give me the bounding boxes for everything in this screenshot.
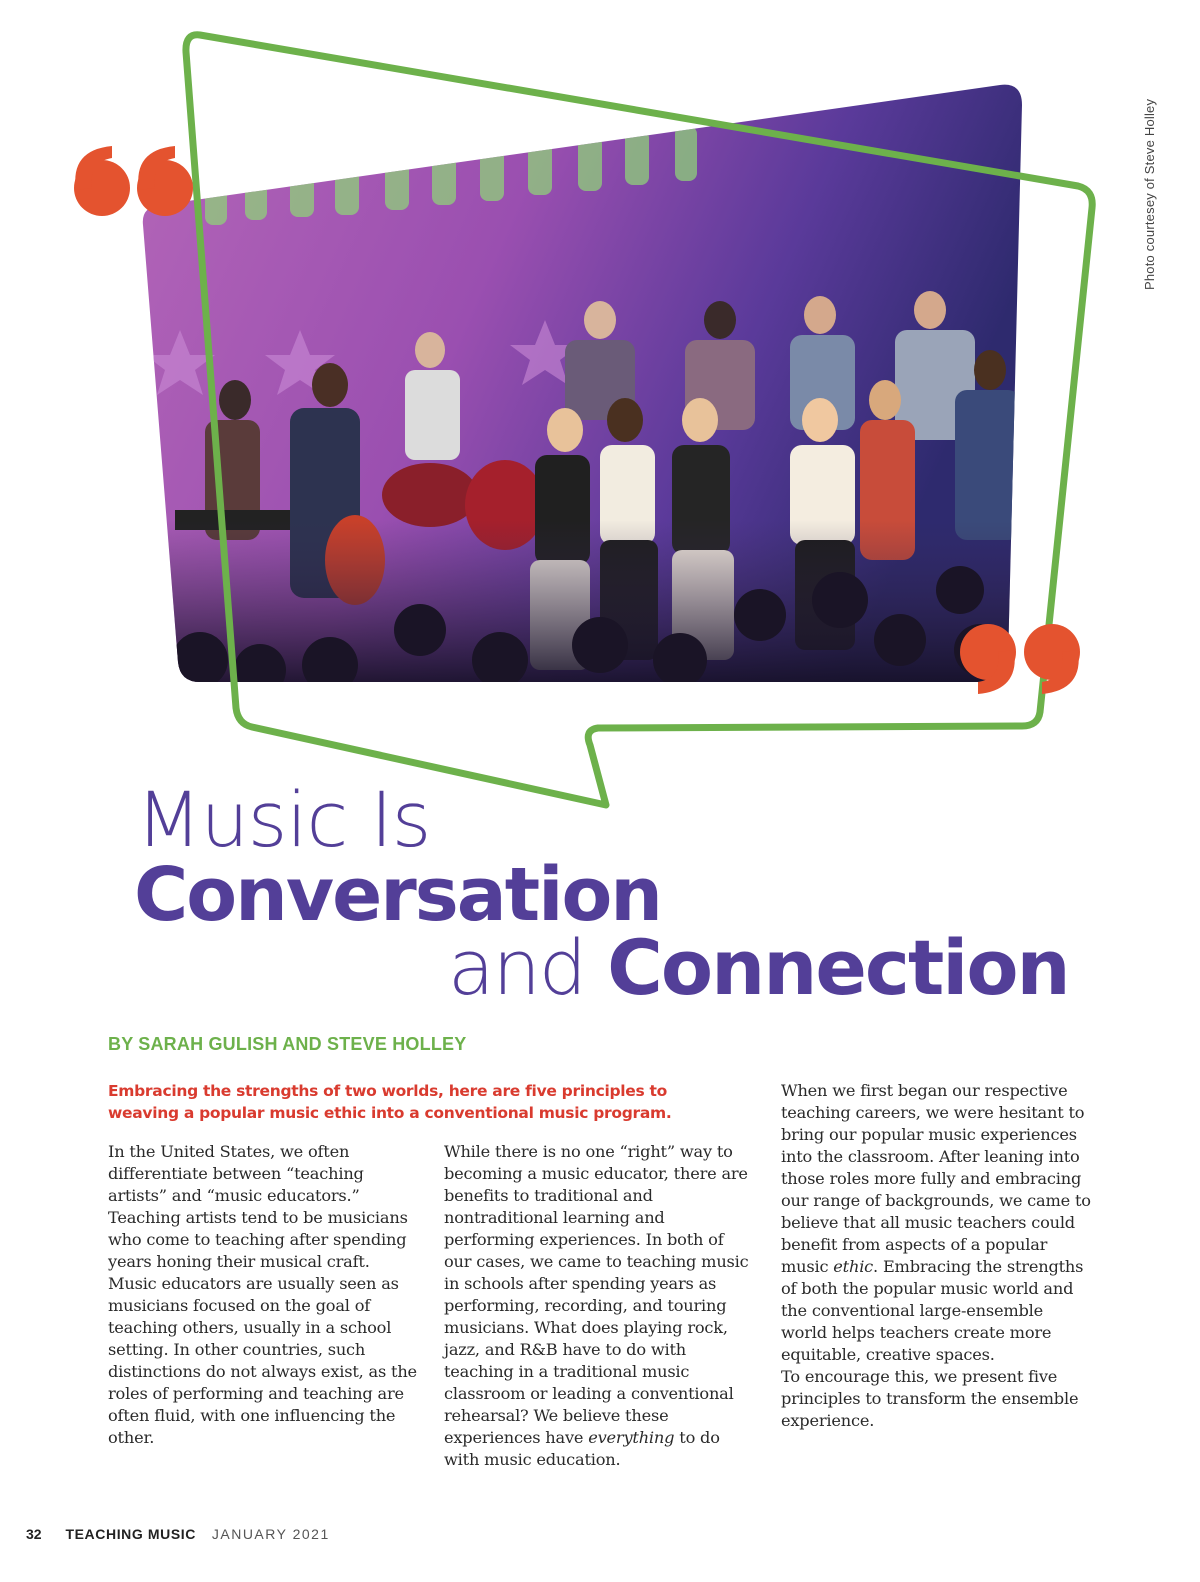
open-quote-mark	[74, 146, 193, 216]
body-column-2	[444, 1141, 754, 1471]
body-column-1	[108, 1141, 418, 1449]
page-number: 32	[26, 1526, 42, 1542]
title-and: and	[448, 923, 585, 1012]
issue-date: JANUARY 2021	[211, 1526, 330, 1542]
title-line-1: Music Is	[136, 775, 431, 864]
column-2-text-b: to do with music education.	[444, 1428, 720, 1469]
title-line-2: Conversation	[134, 852, 661, 938]
page-footer	[26, 1526, 330, 1542]
column-3-paragraph-1	[781, 1080, 1091, 1366]
deck-subtitle: Embracing the strengths of two worlds, here are five principles to weaving a popular music ethic into a conventional music program.	[108, 1082, 672, 1122]
column-2-text-a: While there is no one “right” way to becoming a music educator, there are benefits to traditional and nontraditional learning and performing experiences. In both of our cases, we came to teaching music in schools after spending years as performing, recording, and touring musicians. What does playing rock, jazz, and R&B have to do with teaching in a traditional music classroom or leading a conventional rehearsal? We believe these experiences have	[444, 1142, 749, 1447]
column-1-paragraph: In the United States, we often differentiate between “teaching artists” and “music educators.” Teaching artists tend to be musicians who come to teaching after spending years honing their musical craft. Music educators are usually seen as musicians focused on the goal of teaching others, usually in a school setting. In other countries, such distinctions do not always exist, as the roles of performing and teaching are often fluid, with one influencing the other.	[108, 1142, 417, 1447]
column-3-paragraph-2: To encourage this, we present five principles to transform the ensemble experience.	[781, 1367, 1079, 1430]
title-connection: Connection	[607, 923, 1069, 1012]
photo-credit: Photo courtesey of Steve Holley	[1142, 98, 1157, 290]
column-2-emphasis: everything	[588, 1428, 675, 1447]
magazine-name: TEACHING MUSIC	[65, 1526, 196, 1542]
body-column-3	[781, 1080, 1091, 1432]
column-3-text-a: When we first began our respective teaching careers, we were hesitant to bring our popular music experiences into the classroom. After leaning into those roles more fully and embracing our range of backgrounds, we came to believe that all music teachers could benefit from aspects of a popular music	[781, 1081, 1091, 1276]
column-3-emphasis: ethic	[833, 1257, 874, 1276]
title-line-3	[448, 923, 1069, 1012]
close-quote-mark	[960, 624, 1080, 694]
photo-content	[130, 80, 1030, 696]
byline: BY SARAH GULISH AND STEVE HOLLEY	[108, 1034, 467, 1054]
column-3-text-b: . Embracing the strengths of both the popular music world and the conventional large-ensemble world helps teachers create more equitable, creative spaces.	[781, 1257, 1084, 1364]
column-2-paragraph	[444, 1141, 754, 1471]
